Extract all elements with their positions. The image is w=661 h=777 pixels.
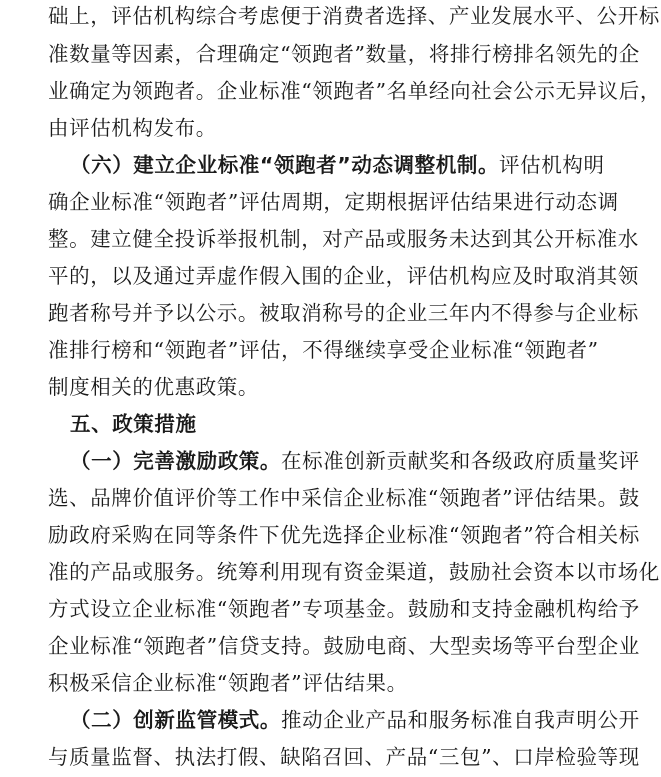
- policy-measures-heading: 五、政策措施: [70, 412, 197, 436]
- paragraph-line: [48, 262, 639, 292]
- line-text: 整。建立健全投诉举报机制，对产品或服务未达到其公开标准水: [48, 227, 639, 251]
- paragraph-line: [48, 558, 660, 588]
- line-text: 方式设立企业标准“领跑者”专项基金。鼓励和支持金融机构给予: [48, 597, 640, 621]
- line-text: 积极采信企业标准“领跑者”评估结果。: [48, 671, 408, 695]
- paragraph-line: [48, 299, 639, 329]
- paragraph-line: [48, 336, 599, 366]
- line-text: 确企业标准“领跑者”评估周期，定期根据评估结果进行动态调: [48, 190, 619, 214]
- line-text: 励政府采购在同等条件下优先选择企业标准“领跑者”符合相关标: [48, 523, 640, 547]
- section-five-title: [70, 410, 572, 440]
- section-two-heading: （二）创新监管模式。: [70, 708, 281, 732]
- section-six-heading: （六）建立企业标准“领跑者”动态调整机制。: [70, 153, 500, 177]
- section-six-first-line: [70, 151, 605, 181]
- line-text: 准排行榜和“领跑者”评估，不得继续享受企业标准“领跑者”: [48, 338, 599, 362]
- line-text: 业确定为领跑者。企业标准“领跑者”名单经向社会公示无异议后，: [48, 79, 661, 103]
- line-text: 平的，以及通过弄虚作假入围的企业，评估机构应及时取消其领: [48, 264, 639, 288]
- paragraph-line: [48, 77, 661, 107]
- paragraph-line: [48, 595, 640, 625]
- line-text: 推动企业产品和服务标准自我声明公开: [281, 708, 640, 732]
- section-two-first-line: [70, 706, 640, 736]
- paragraph-line: [48, 114, 572, 144]
- line-text: 由评估机构发布。: [48, 116, 217, 140]
- line-text: 准数量等因素，合理确定“领跑者”数量，将排行榜排名领先的企: [48, 42, 640, 66]
- paragraph-line: [48, 743, 640, 773]
- line-text: 与质量监督、执法打假、缺陷召回、产品“三包”、口岸检验等现: [48, 745, 640, 769]
- section-one-heading: （一）完善激励政策。: [70, 449, 281, 473]
- paragraph-line: [48, 632, 640, 662]
- paragraph-line: [48, 521, 640, 551]
- line-text: 选、品牌价值评价等工作中采信企业标准“领跑者”评估结果。鼓: [48, 486, 640, 510]
- line-text: 制度相关的优惠政策。: [48, 375, 259, 399]
- line-text: 准的产品或服务。统筹利用现有资金渠道，鼓励社会资本以市场化: [48, 560, 660, 584]
- paragraph-line: [48, 40, 640, 70]
- paragraph-line: [48, 225, 639, 255]
- paragraph-line: [48, 373, 572, 403]
- line-text: 跑者称号并予以公示。被取消称号的企业三年内不得参与企业标: [48, 301, 639, 325]
- line-text: 础上，评估机构综合考虑便于消费者选择、产业发展水平、公开标: [48, 4, 660, 28]
- paragraph-line: [48, 2, 660, 32]
- section-one-first-line: [70, 447, 640, 477]
- paragraph-line: [48, 669, 572, 699]
- line-text: 在标准创新贡献奖和各级政府质量奖评: [281, 449, 640, 473]
- line-text: 评估机构明: [499, 153, 605, 177]
- paragraph-line: [48, 484, 640, 514]
- paragraph-line: [48, 188, 619, 218]
- line-text: 企业标准“领跑者”信贷支持。鼓励电商、大型卖场等平台型企业: [48, 634, 640, 658]
